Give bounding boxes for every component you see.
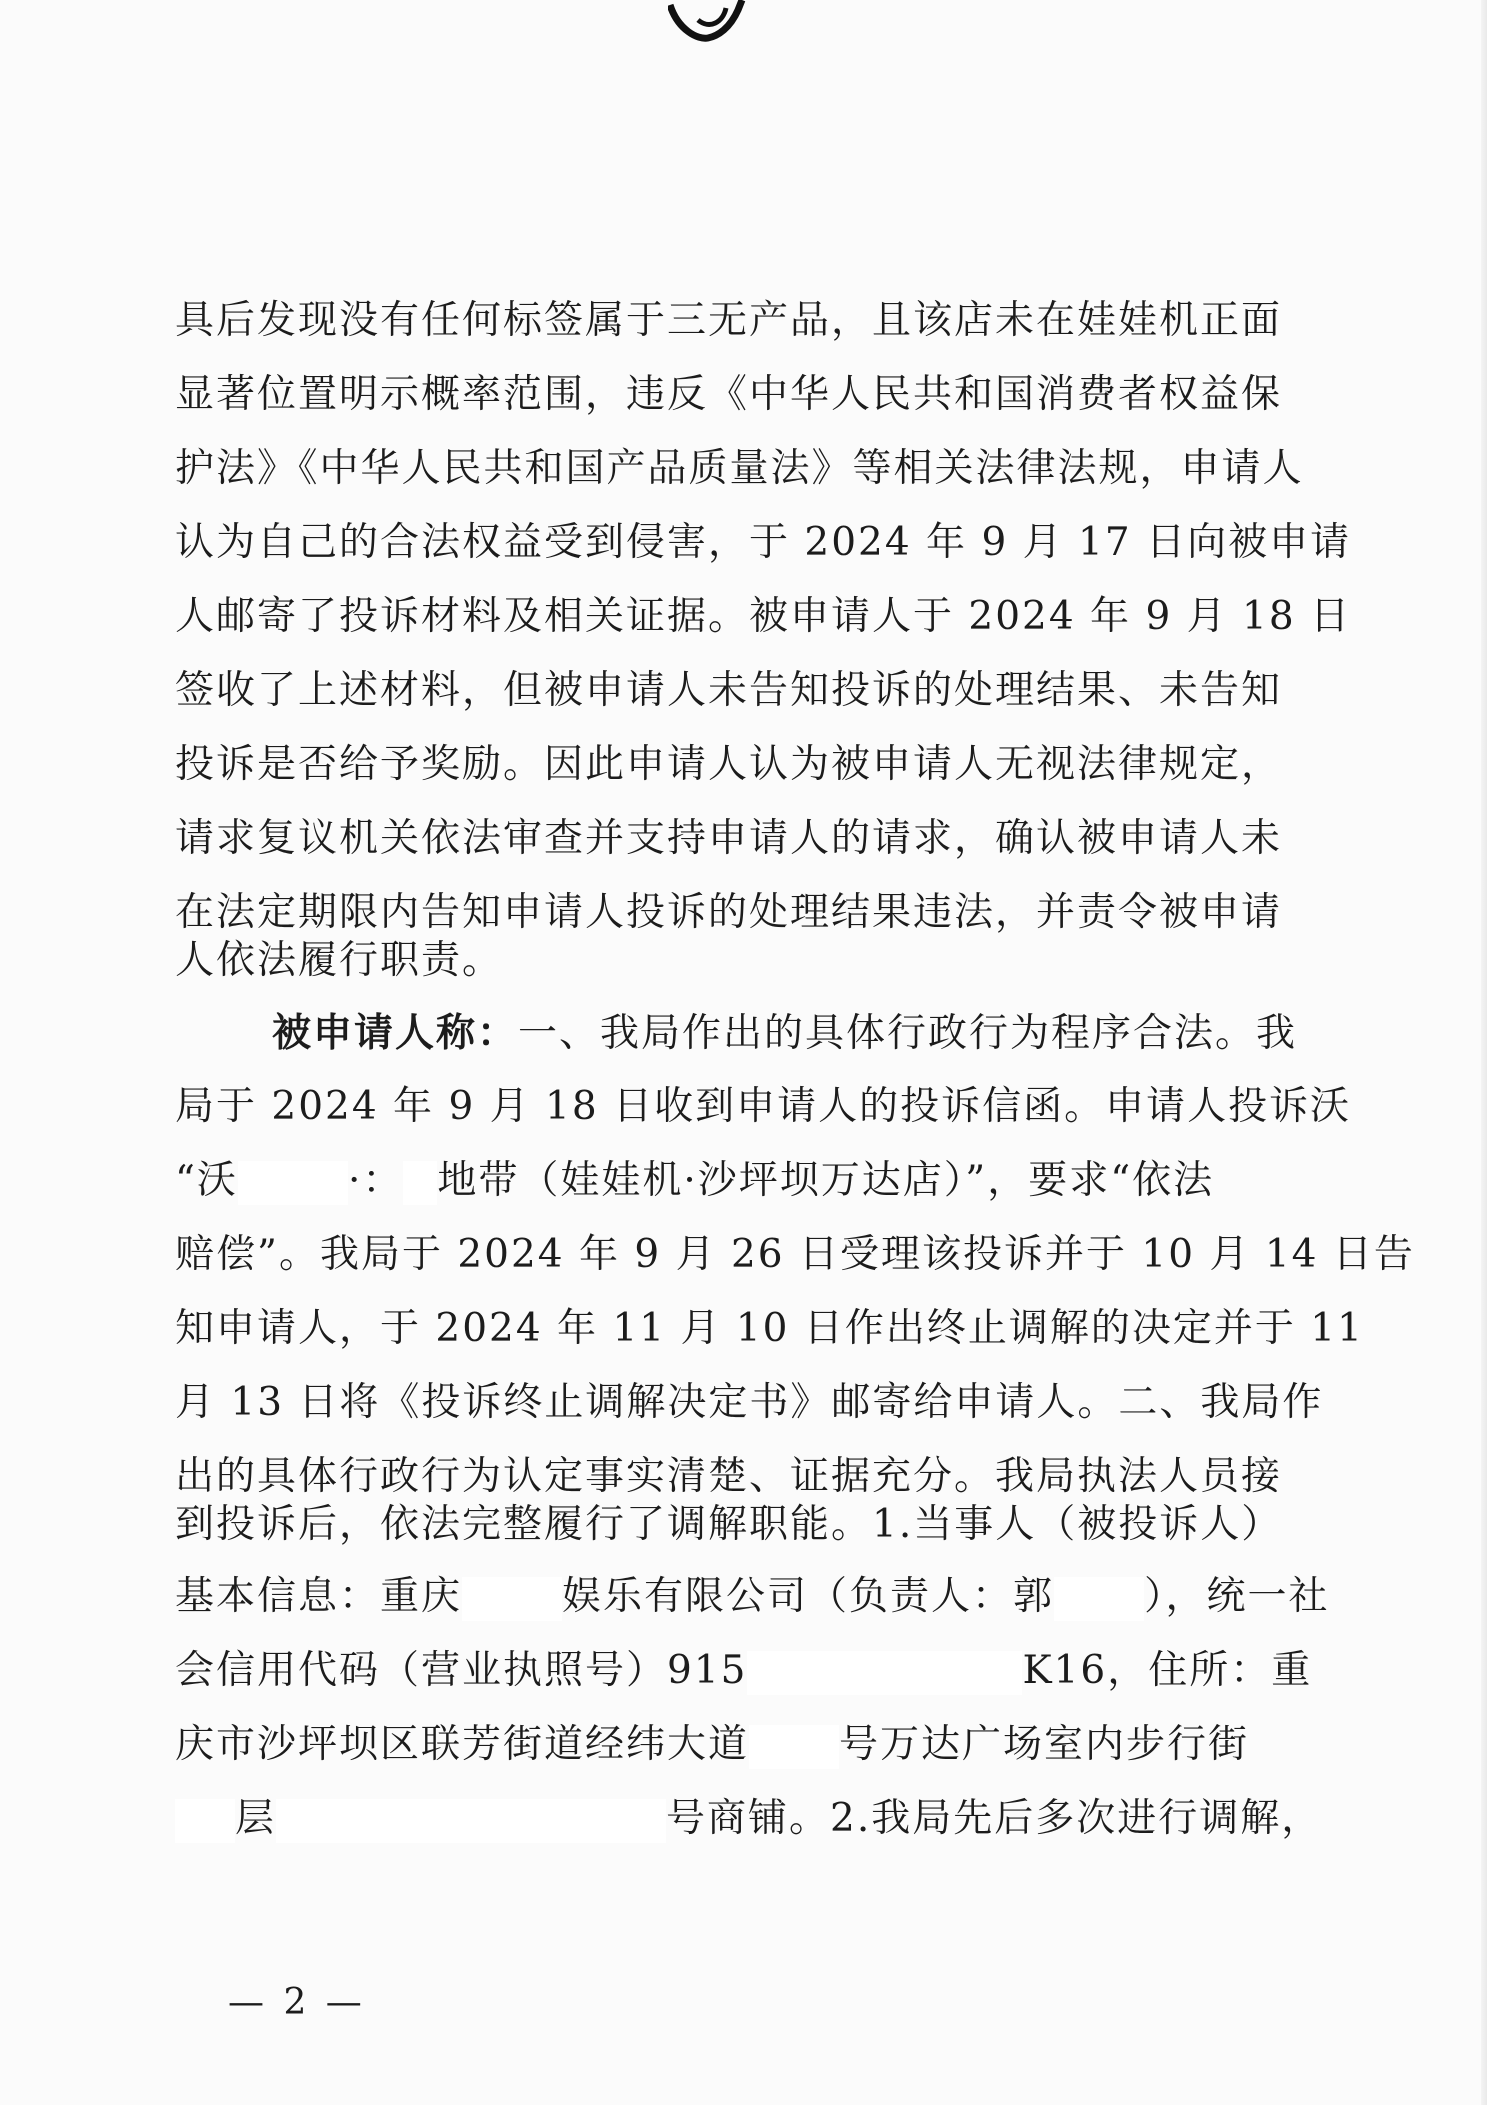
redaction [403, 1161, 437, 1205]
para2-line-4: 赔偿”。我局于 2024 年 9 月 26 日受理该投诉并于 10 月 14 日告 [175, 1232, 1415, 1277]
text-line-3: 护法》《中华人民共和国产品质量法》等相关法律法规，申请人 [175, 446, 1304, 491]
para2-line-2: 局于 2024 年 9 月 18 日收到申请人的投诉信函。申请人投诉沃 [175, 1084, 1352, 1129]
redaction [747, 1651, 1022, 1695]
redaction [238, 1161, 348, 1205]
para2-line-8: 到投诉后，依法完整履行了调解职能。1.当事人（被投诉人） [175, 1502, 1283, 1547]
text-line-6: 签收了上述材料，但被申请人未告知投诉的处理结果、未告知 [175, 668, 1283, 713]
address-part-b: 号万达广场室内步行街 [839, 1722, 1250, 1767]
text-line-5: 人邮寄了投诉材料及相关证据。被申请人于 2024 年 9 月 18 日 [175, 594, 1352, 639]
page-number: — 2 — [228, 1982, 366, 2023]
para2-first-line [272, 1008, 1392, 1059]
redaction [1054, 1577, 1144, 1621]
respondent-lead: 被申请人称： [272, 1010, 519, 1056]
redaction [276, 1799, 666, 1843]
woh-part-b: ·： [347, 1158, 404, 1203]
para2-line-6: 月 13 日将《投诉终止调解决定书》邮寄给申请人。二、我局作 [175, 1380, 1324, 1425]
text-line-2: 显著位置明示概率范围，违反《中华人民共和国消费者权益保 [175, 372, 1283, 417]
text-line-9: 在法定期限内告知申请人投诉的处理结果违法，并责令被申请 [175, 890, 1283, 935]
para2-line-10 [175, 1646, 1313, 1696]
para2-line-11 [175, 1720, 1295, 1770]
woh-part-c: 地带（娃娃机·沙坪坝万达店）”，要求“依法 [437, 1158, 1215, 1203]
basic-part-a: 基本信息：重庆 [175, 1574, 463, 1619]
basic-part-c: ），统一社 [1144, 1574, 1330, 1619]
woh-part-a: “沃 [175, 1158, 238, 1203]
para2-line-9 [175, 1572, 1330, 1622]
text-line-1: 具后发现没有任何标签属于三无产品，且该店未在娃娃机正面 [175, 298, 1283, 343]
credit-part-a: 会信用代码（营业执照号）915 [175, 1648, 748, 1693]
para2-line-7: 出的具体行政行为认定事实清楚、证据充分。我局执法人员接 [175, 1454, 1283, 1499]
redaction [749, 1725, 839, 1769]
floor-part-b: 号商铺。2.我局先后多次进行调解， [666, 1796, 1323, 1841]
floor-part-a: 层 [235, 1796, 277, 1841]
basic-part-b: 娱乐有限公司（负责人：郭 [562, 1574, 1055, 1619]
redaction [175, 1799, 235, 1843]
text-line-7: 投诉是否给予奖励。因此申请人认为被申请人无视法律规定， [175, 742, 1283, 787]
credit-part-b: K16，住所：重 [1022, 1648, 1313, 1693]
para2-line-3 [175, 1156, 1295, 1206]
para2-first-rest: 一、我局作出的具体行政行为程序合法。我 [518, 1011, 1298, 1056]
para2-line-5: 知申请人，于 2024 年 11 月 10 日作出终止调解的决定并于 11 [175, 1306, 1364, 1351]
address-part-a: 庆市沙坪坝区联芳街道经纬大道 [175, 1722, 750, 1767]
redaction [462, 1577, 562, 1621]
para2-line-12 [175, 1794, 1323, 1844]
signature-mark [668, 0, 748, 55]
scan-edge [1481, 0, 1487, 2105]
text-line-8: 请求复议机关依法审查并支持申请人的请求，确认被申请人未 [175, 816, 1283, 861]
text-line-10: 人依法履行职责。 [175, 938, 504, 983]
text-line-4: 认为自己的合法权益受到侵害，于 2024 年 9 月 17 日向被申请 [175, 520, 1352, 565]
